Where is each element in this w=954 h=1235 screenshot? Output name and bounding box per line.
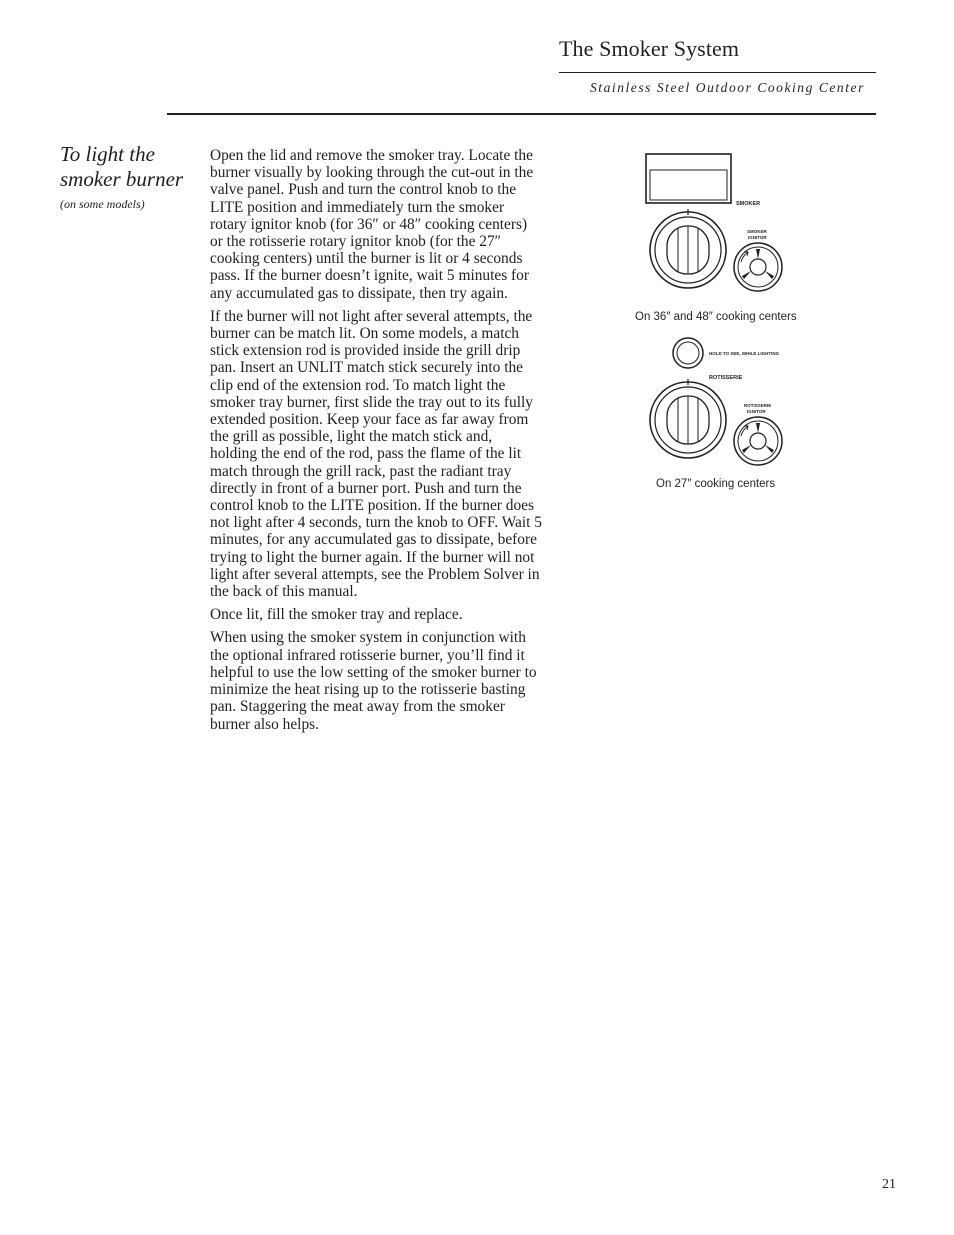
smoker-ignitor-knob-icon xyxy=(734,243,782,291)
section-heading-line-1: To light the xyxy=(60,142,155,166)
page-header-subtitle: Stainless Steel Outdoor Cooking Center xyxy=(590,80,865,95)
page-number: 21 xyxy=(882,1177,896,1192)
smoker-ignitor-label-1: SMOKER xyxy=(747,229,767,234)
body-paragraph: Open the lid and remove the smoker tray. Locate the burner visually by looking through the cut-out in the valve panel. Push and turn the control knob to the LITE position and immediately turn the smoker rotary ignitor knob (for 36″ or 48″ cooking centers) or the rotisserie rotary ignitor knob (for the 27″ cooking centers) until the burner is lit or 4 seconds pass. If the burner doesn’t ignite, wait 5 minutes for any accumulated gas to dissipate, then try again. xyxy=(210,147,534,302)
bottom-control-panel xyxy=(650,338,782,465)
rotisserie-ignitor-label-1: ROTISSERIE xyxy=(744,403,772,408)
top-control-panel xyxy=(646,154,782,291)
section-heading-line-2: smoker burner xyxy=(60,167,184,191)
bottom-panel-caption: On 27″ cooking centers xyxy=(656,478,776,490)
page-header-title: The Smoker System xyxy=(559,36,740,61)
smoker-ignitor-label-2: IGNITOR xyxy=(748,235,767,240)
rotisserie-control-knob-icon xyxy=(650,379,726,458)
header-rule xyxy=(559,72,876,73)
hold-button-label: HOLD TO SEE, WHILE LIGHTING xyxy=(709,351,780,356)
body-paragraph: If the burner will not light after several attempts, the burner can be match lit. On some models, a match stick extension rod is provided inside the grill drip pan. Insert an UNLIT match stick securely into the clip end of the extension rod. To match light the smoker tray burner, first slide the tray out to its fully extended position. Keep your face as far away from the grill as possible, light the match stick and, holding the end of the rod, pass the flame of the lit match through the grill rack, past the radiant tray directly in front of a burner port. Push and turn the control knob to the LITE position. If the burner does not light after 4 seconds, turn the knob to OFF. Wait 5 minutes, for any accumulated gas to dissipate, before trying to light the burner again. If the burner will not light after several attempts, see the Problem Solver in the back of this manual. xyxy=(210,307,542,601)
control-panel-illustration xyxy=(600,140,840,500)
body-paragraph: Once lit, fill the smoker tray and replace. xyxy=(210,606,463,624)
body-text xyxy=(210,147,542,739)
section-note: (on some models) xyxy=(60,197,145,211)
smoker-knob-label: SMOKER xyxy=(736,201,761,207)
body-paragraph: When using the smoker system in conjunction with the optional infrared rotisserie burner, you’ll find it helpful to use the low setting of the smoker burner to minimize the heat rising up to the rotisserie basting pan. Staggering the meat away from the smoker burner also helps. xyxy=(210,629,537,733)
section-rule xyxy=(167,113,876,115)
section-heading xyxy=(60,142,200,192)
smoker-cutout xyxy=(646,154,731,203)
hold-button-icon xyxy=(673,338,703,368)
rotisserie-ignitor-label-2: IGNITOR xyxy=(747,409,766,414)
top-panel-caption: On 36″ and 48″ cooking centers xyxy=(635,311,797,323)
rotisserie-knob-label: ROTISSERIE xyxy=(709,375,743,381)
smoker-control-knob-icon xyxy=(650,209,726,288)
rotisserie-ignitor-knob-icon xyxy=(734,417,782,465)
